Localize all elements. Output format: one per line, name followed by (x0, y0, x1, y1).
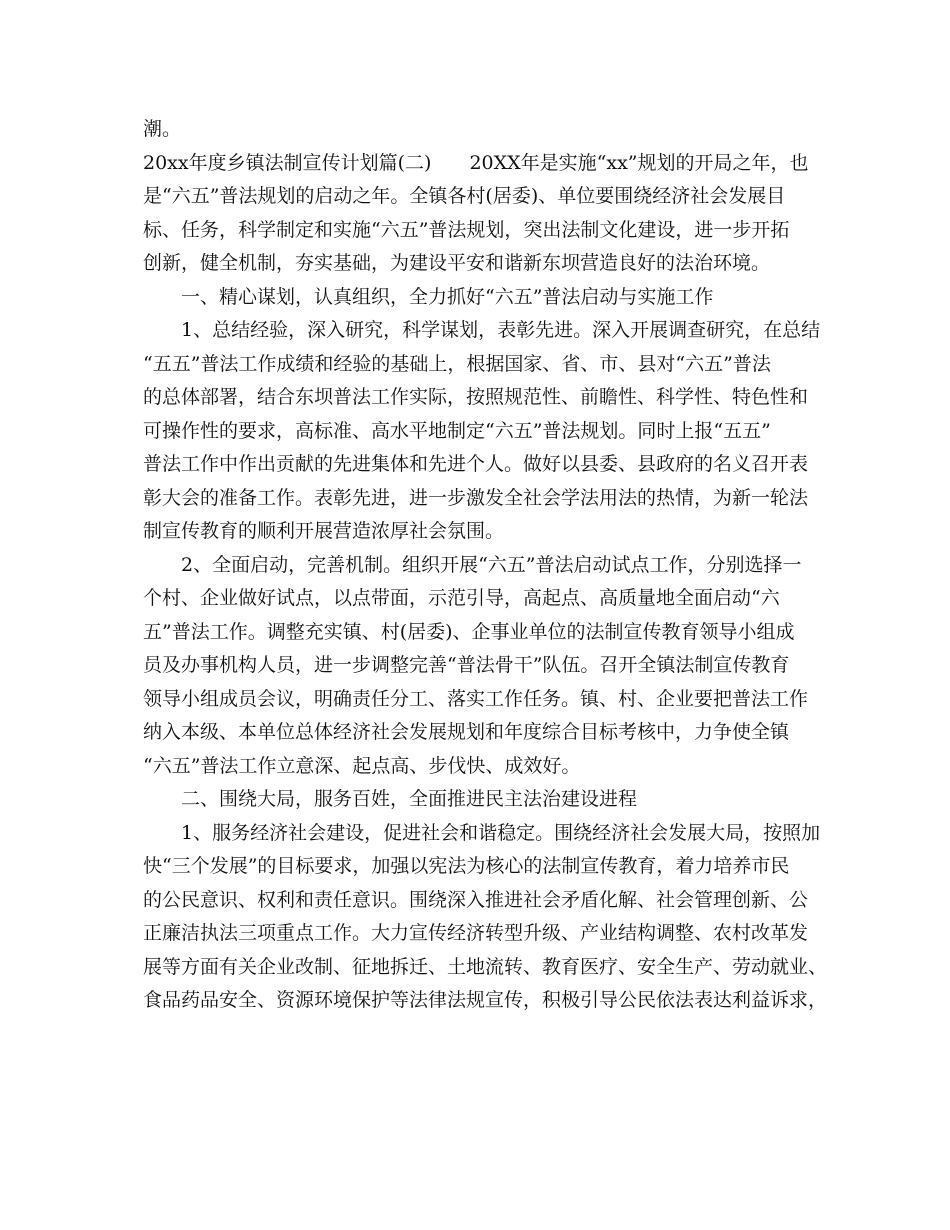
text-line: 彰大会的准备工作。表彰先进，进一步激发全社会学法用法的热情，为新一轮法 (143, 486, 809, 509)
text-line: 制宣传教育的顺利开展营造浓厚社会氛围。 (143, 520, 505, 542)
text-line: 可操作性的要求，高标准、高水平地制定“六五”普法规划。同时上报“五五” (143, 419, 771, 442)
text-line: 是“六五”普法规划的启动之年。全镇各村(居委)、单位要围绕经济社会发展目 (143, 185, 786, 207)
text-line-title (143, 147, 813, 181)
text-line: 1、服务经济社会建设，促进社会和谐稳定。围绕经济社会发展大局，按照加 (181, 821, 821, 844)
text-line: 快“三个发展”的目标要求，加强以宪法为核心的法制宣传教育，着力培养市民 (143, 855, 790, 877)
text-line: “六五”普法工作立意深、起点高、步伐快、成效好。 (143, 754, 581, 777)
text-line: 2、全面启动，完善机制。组织开展“六五”普法启动试点工作，分别选择一 (181, 553, 802, 576)
text-line: 创新，健全机制，夯实基础，为建设平安和谐新东坝营造良好的法治环境。 (143, 252, 771, 274)
text-line: 五”普法工作。调整充实镇、村(居委)、企事业单位的法制宣传教育领导小组成 (143, 620, 795, 643)
text-line: 纳入本级、本单位总体经济社会发展规划和年度综合目标考核中，力争使全镇 (143, 721, 790, 743)
heading-line: 二、围绕大局，服务百姓，全面推进民主法治建设进程 (181, 788, 638, 810)
text-line: 的公民意识、权利和责任意识。围绕深入推进社会矛盾化解、社会管理创新、公 (143, 888, 809, 911)
text-line: 领导小组成员会议，明确责任分工、落实工作任务。镇、村、企业要把普法工作 (143, 687, 809, 710)
text-line: 个村、企业做好试点，以点带面，示范引导，高起点、高质量地全面启动“六 (143, 587, 780, 609)
text-line: 展等方面有关企业改制、征地拆迁、土地流转、教育医疗、安全生产、劳动就业、 (143, 955, 828, 978)
section-title: 20xx年度乡镇法制宣传计划篇(二) (143, 151, 432, 174)
text-line: “五五”普法工作成绩和经验的基础上，根据国家、省、市、县对“六五”普法 (143, 352, 771, 375)
text-line: 食品药品安全、资源环境保护等法律法规宣传，积极引导公民依法表达利益诉求， (143, 989, 828, 1011)
text-line: 员及办事机构人员，进一步调整完善“普法骨干”队伍。召开全镇法制宣传教育 (143, 654, 790, 676)
text-line: 1、总结经验，深入研究，科学谋划，表彰先进。深入开展调查研究，在总结 (181, 319, 821, 341)
document-body (143, 113, 828, 1018)
text-line: 普法工作中作出贡献的先进集体和先进个人。做好以县委、县政府的名义召开表 (143, 453, 809, 475)
text-line: 正廉洁执法三项重点工作。大力宣传经济转型升级、产业结构调整、农村改革发 (143, 922, 809, 944)
text-line-continuation: 20XX年是实施“xx”规划的开局之年，也 (469, 151, 809, 174)
text-line: 潮。 (143, 118, 182, 140)
text-line: 标、任务，科学制定和实施“六五”普法规划，突出法制文化建设，进一步开拓 (143, 218, 790, 241)
heading-line: 一、精心谋划，认真组织，全力抓好“六五”普法启动与实施工作 (181, 285, 714, 308)
text-line: 的总体部署，结合东坝普法工作实际，按照规范性、前瞻性、科学性、特色性和 (143, 386, 809, 408)
